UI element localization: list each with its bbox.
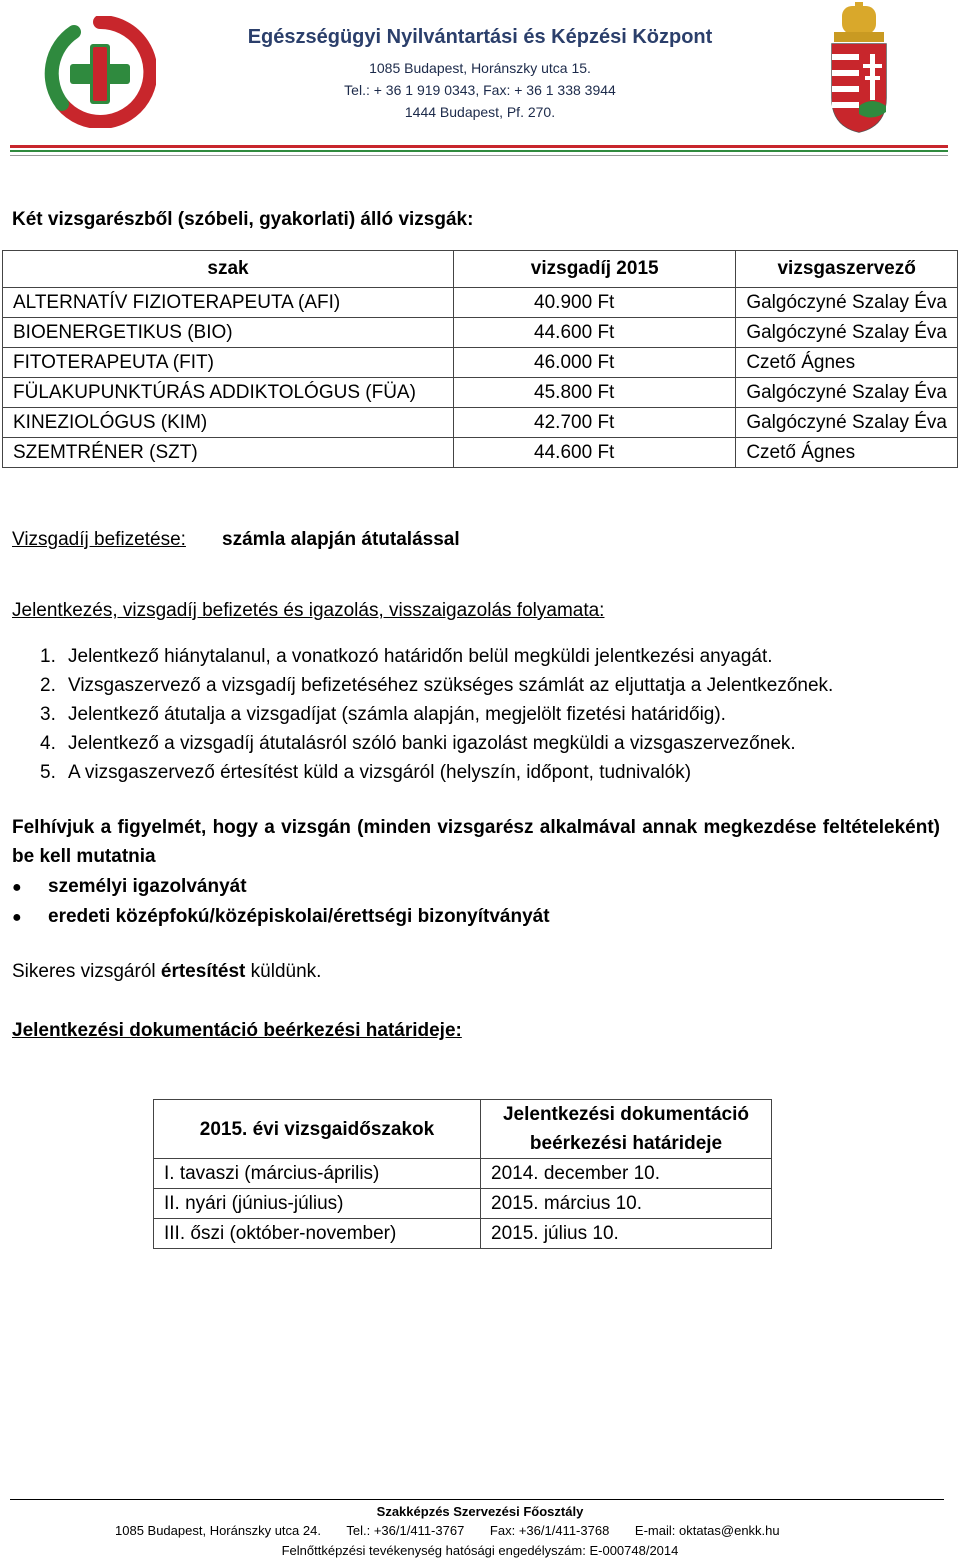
coat-of-arms-icon bbox=[824, 2, 894, 134]
step-text: Jelentkező hiánytalanul, a vonatkozó határidőn belül megküldi jelentkezési anyagát. bbox=[68, 646, 773, 667]
cell-deadline: 2015. március 10. bbox=[481, 1189, 772, 1219]
list-item bbox=[40, 671, 940, 700]
cell-szak: ALTERNATÍV FIZIOTERAPEUTA (AFI) bbox=[3, 288, 454, 318]
bullet-icon: ● bbox=[12, 879, 22, 896]
org-phone-fax: Tel.: + 36 1 919 0343, Fax: + 36 1 338 3944 bbox=[344, 82, 616, 98]
footer-title: Szakképzés Szervezési Főosztály bbox=[376, 1504, 584, 1519]
column-header-deadline bbox=[481, 1100, 772, 1159]
column-header-szak: szak bbox=[3, 251, 454, 288]
header-rule-gray bbox=[10, 155, 948, 156]
cell-fee: 42.700 Ft bbox=[454, 408, 736, 438]
footer-contact bbox=[115, 1523, 802, 1538]
step-text: A vizsgaszervező értesítést küld a vizsgáról (helyszín, időpont, tudnivalók) bbox=[68, 762, 692, 783]
cell-szak: BIOENERGETIKUS (BIO) bbox=[3, 318, 454, 348]
footer-address: 1085 Budapest, Horánszky utca 24. bbox=[115, 1523, 321, 1538]
column-header-fee: vizsgadíj 2015 bbox=[454, 251, 736, 288]
footer-license: Felnőttképzési tevékenység hatósági engedélyszám: E-000748/2014 bbox=[281, 1543, 679, 1558]
required-documents-list bbox=[12, 872, 550, 932]
table-row bbox=[3, 288, 958, 318]
cell-organizer: Czető Ágnes bbox=[736, 438, 958, 468]
footer-tel: Tel.: +36/1/411-3767 bbox=[346, 1523, 465, 1538]
cell-szak: SZEMTRÉNER (SZT) bbox=[3, 438, 454, 468]
cell-organizer: Galgóczyné Szalay Éva bbox=[736, 288, 958, 318]
table-header-row bbox=[154, 1100, 772, 1159]
step-text: Jelentkező a vizsgadíj átutalásról szóló banki igazolást megküldi a vizsgaszervezőnek. bbox=[68, 733, 796, 754]
cell-deadline: 2015. július 10. bbox=[481, 1219, 772, 1249]
column-header-deadline-line1: Jelentkezési dokumentáció bbox=[502, 1104, 750, 1125]
footer-email: E-mail: oktatas@enkk.hu bbox=[634, 1523, 780, 1538]
bullet-icon: ● bbox=[12, 909, 22, 926]
table-row bbox=[3, 438, 958, 468]
success-text-bold: értesítést bbox=[160, 961, 246, 982]
footer-fax: Fax: +36/1/411-3768 bbox=[489, 1523, 610, 1538]
cell-organizer: Galgóczyné Szalay Éva bbox=[736, 318, 958, 348]
cell-fee: 40.900 Ft bbox=[454, 288, 736, 318]
success-text-before: Sikeres vizsgáról bbox=[12, 961, 161, 982]
cell-period: II. nyári (június-július) bbox=[154, 1189, 481, 1219]
list-item bbox=[40, 758, 940, 787]
step-number: 3. bbox=[40, 704, 56, 725]
header-rule-red bbox=[10, 145, 948, 148]
table-row bbox=[3, 408, 958, 438]
enkk-logo bbox=[44, 16, 156, 128]
cell-fee: 44.600 Ft bbox=[454, 318, 736, 348]
success-text-after: küldünk. bbox=[245, 961, 322, 982]
list-item bbox=[40, 642, 940, 671]
table-header-row bbox=[3, 251, 958, 288]
footer-rule bbox=[10, 1499, 944, 1500]
step-number: 2. bbox=[40, 675, 56, 696]
payment-label: Vizsgadíj befizetése: bbox=[12, 529, 186, 550]
cell-period: I. tavaszi (március-április) bbox=[154, 1159, 481, 1189]
table-row bbox=[3, 378, 958, 408]
cell-fee: 44.600 Ft bbox=[454, 438, 736, 468]
column-header-organizer: vizsgaszervező bbox=[736, 251, 958, 288]
step-number: 5. bbox=[40, 762, 56, 783]
table-row bbox=[154, 1189, 772, 1219]
process-steps bbox=[40, 642, 940, 787]
table-row bbox=[3, 318, 958, 348]
cell-szak: FITOTERAPEUTA (FIT) bbox=[3, 348, 454, 378]
exam-fee-table bbox=[2, 250, 958, 468]
step-number: 4. bbox=[40, 733, 56, 754]
table-row bbox=[3, 348, 958, 378]
org-address: 1085 Budapest, Horánszky utca 15. bbox=[369, 60, 591, 76]
list-item bbox=[40, 729, 940, 758]
step-text: Vizsgaszervező a vizsgadíj befizetéséhez szükséges számlát az eljuttatja a Jelentkezőnek. bbox=[68, 675, 834, 696]
exam-section-title: Két vizsgarészből (szóbeli, gyakorlati) álló vizsgák: bbox=[12, 209, 474, 230]
cell-fee: 45.800 Ft bbox=[454, 378, 736, 408]
column-header-deadline-line2: beérkezési határideje bbox=[529, 1133, 723, 1154]
step-text: Jelentkező átutalja a vizsgadíjat (számla alapján, megjelölt fizetési határidőig). bbox=[68, 704, 726, 725]
header-rule-green bbox=[10, 150, 948, 152]
table-row bbox=[154, 1219, 772, 1249]
deadline-table bbox=[153, 1099, 772, 1249]
column-header-period: 2015. évi vizsgaidőszakok bbox=[154, 1100, 481, 1159]
cell-organizer: Galgóczyné Szalay Éva bbox=[736, 378, 958, 408]
org-postal: 1444 Budapest, Pf. 270. bbox=[404, 104, 556, 120]
cell-period: III. őszi (október-november) bbox=[154, 1219, 481, 1249]
process-title: Jelentkezés, vizsgadíj befizetés és igazolás, visszaigazolás folyamata: bbox=[12, 600, 605, 621]
cell-organizer: Galgóczyné Szalay Éva bbox=[736, 408, 958, 438]
list-item bbox=[12, 872, 550, 902]
bullet-text: eredeti középfokú/középiskolai/érettségi bizonyítványát bbox=[48, 906, 550, 927]
deadline-title: Jelentkezési dokumentáció beérkezési határideje: bbox=[12, 1020, 462, 1041]
cell-szak: KINEZIOLÓGUS (KIM) bbox=[3, 408, 454, 438]
payment-value: számla alapján átutalással bbox=[222, 529, 460, 550]
cell-organizer: Czető Ágnes bbox=[736, 348, 958, 378]
org-name: Egészségügyi Nyilvántartási és Képzési Központ bbox=[247, 26, 713, 48]
list-item bbox=[12, 902, 550, 932]
id-notice: Felhívjuk a figyelmét, hogy a vizsgán (minden vizsgarész alkalmával annak megkezdése feltételeként) be kell mutatnia bbox=[12, 817, 940, 867]
step-number: 1. bbox=[40, 646, 56, 667]
cell-fee: 46.000 Ft bbox=[454, 348, 736, 378]
list-item bbox=[40, 700, 940, 729]
bullet-text: személyi igazolványát bbox=[48, 876, 247, 897]
cell-szak: FÜLAKUPUNKTÚRÁS ADDIKTOLÓGUS (FÜA) bbox=[3, 378, 454, 408]
table-row bbox=[154, 1159, 772, 1189]
cell-deadline: 2014. december 10. bbox=[481, 1159, 772, 1189]
success-note bbox=[12, 961, 321, 983]
